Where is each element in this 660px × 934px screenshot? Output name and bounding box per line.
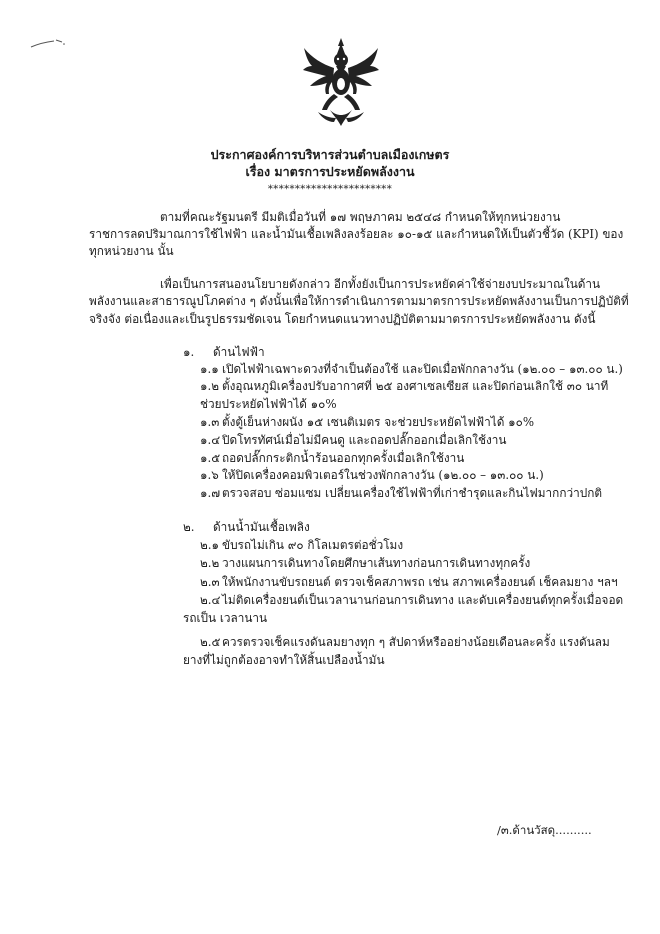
list-item: ๑.๖ ให้ปิดเครื่องคอมพิวเตอร์ในช่วงพักกลางวัน (๑๒.๐๐ – ๑๓.๐๐ น.) bbox=[200, 468, 544, 482]
list-item: ๑.๗ ตรวจสอบ ซ่อมแซม เปลี่ยนเครื่องใช้ไฟฟ้าที่เก่าชำรุดและกินไฟมากกว่าปกติ bbox=[200, 486, 603, 500]
list-item: ๒.๑ ขับรถไม่เกิน ๙๐ กิโลเมตรต่อชั่วโมง bbox=[200, 538, 404, 552]
title-separator: *********************** bbox=[267, 184, 393, 195]
list-item: ๒.๕ ควรตรวจเช็คแรงดันลมยางทุก ๆ สัปดาห์หรืออย่างน้อยเดือนละครั้ง แรงดันลม bbox=[200, 635, 610, 649]
list-item: ๑.๔ ปิดโทรทัศน์เมื่อไม่มีคนดู และถอดปลั๊กออกเมื่อเลิกใช้งาน bbox=[200, 433, 507, 447]
garuda-emblem-icon bbox=[300, 36, 382, 128]
announcement-subject: เรื่อง มาตรการประหยัดพลังงาน bbox=[245, 164, 415, 179]
paragraph-2-line-3: จริงจัง ต่อเนื่องและเป็นรูปธรรมชัดเจน โดยกำหนดแนวทางปฏิบัติตามมาตรการประหยัดพลังงาน ดังนี้ bbox=[89, 312, 596, 326]
handwritten-mark bbox=[30, 36, 66, 50]
announcement-title: ประกาศองค์การบริหารส่วนตำบลเมืองเกษตร bbox=[210, 147, 450, 162]
list-item: ๑.๓ ตั้งตู้เย็นห่างผนัง ๑๕ เซนติเมตร จะช่วยประหยัดไฟฟ้าได้ ๑๐% bbox=[200, 415, 535, 429]
list-item: ๑.๑ เปิดไฟฟ้าเฉพาะดวงที่จำเป็นต้องใช้ และปิดเมื่อพักกลางวัน (๑๒.๐๐ – ๑๓.๐๐ น.) bbox=[200, 362, 623, 376]
paragraph-1-line-3: ทุกหน่วยงาน นั้น bbox=[89, 244, 174, 258]
section-1-heading bbox=[183, 344, 265, 360]
list-item: ๒.๓ ให้พนักงานขับรถยนต์ ตรวจเช็คสภาพรถ เช่น สภาพเครื่องยนต์ เช็คลมยาง ฯลฯ bbox=[200, 575, 618, 589]
paragraph-1-line-2: ราชการลดปริมาณการใช้ไฟฟ้า และน้ำมันเชื้อเพลิงลงร้อยละ ๑๐-๑๕ และกำหนดให้เป็นตัวชี้วัด (KPI) ของ bbox=[89, 227, 624, 241]
list-item-continuation: ช่วยประหยัดไฟฟ้าได้ ๑๐% bbox=[200, 397, 337, 411]
list-item: ๑.๒ ตั้งอุณหภูมิเครื่องปรับอากาศที่ ๒๕ องศาเซลเซียส และปิดก่อนเลิกใช้ ๓๐ นาที bbox=[200, 379, 609, 393]
section-1-number: ๑. bbox=[183, 345, 195, 359]
paragraph-2-line-1: เพื่อเป็นการสนองนโยบายดังกล่าว อีกทั้งยังเป็นการประหยัดค่าใช้จ่ายงบประมาณในด้าน bbox=[160, 277, 601, 291]
section-1-title: ด้านไฟฟ้า bbox=[213, 345, 265, 359]
list-item-continuation: รถเป็น เวลานาน bbox=[183, 611, 268, 625]
list-item: ๒.๔ ไม่ติดเครื่องยนต์เป็นเวลานานก่อนการเดินทาง และดับเครื่องยนต์ทุกครั้งเมื่อจอด bbox=[200, 593, 624, 607]
section-2-heading bbox=[183, 519, 310, 535]
paragraph-2-line-2: พลังงานและสาธารณูปโภคต่าง ๆ ดังนั้นเพื่อให้การดำเนินการตามมาตรการประหยัดพลังงานเป็นการปฏิบัติที่ bbox=[89, 294, 629, 308]
section-2-title: ด้านน้ำมันเชื้อเพลิง bbox=[213, 520, 310, 534]
list-item-continuation: ยางที่ไม่ถูกต้องอาจทำให้สิ้นเปลืองน้ำมัน bbox=[183, 653, 385, 667]
list-item: ๒.๒ วางแผนการเดินทางโดยศึกษาเส้นทางก่อนการเดินทางทุกครั้ง bbox=[200, 556, 531, 570]
paragraph-1-line-1: ตามที่คณะรัฐมนตรี มีมติเมื่อวันที่ ๑๗ พฤษภาคม ๒๕๔๘ กำหนดให้ทุกหน่วยงาน bbox=[160, 210, 561, 224]
list-item: ๑.๕ ถอดปลั๊กกระติกน้ำร้อนออกทุกครั้งเมื่อเลิกใช้งาน bbox=[200, 451, 465, 465]
section-2-number: ๒. bbox=[183, 520, 195, 534]
page-continuation: /๓.ด้านวัสดุ.......... bbox=[497, 823, 592, 837]
